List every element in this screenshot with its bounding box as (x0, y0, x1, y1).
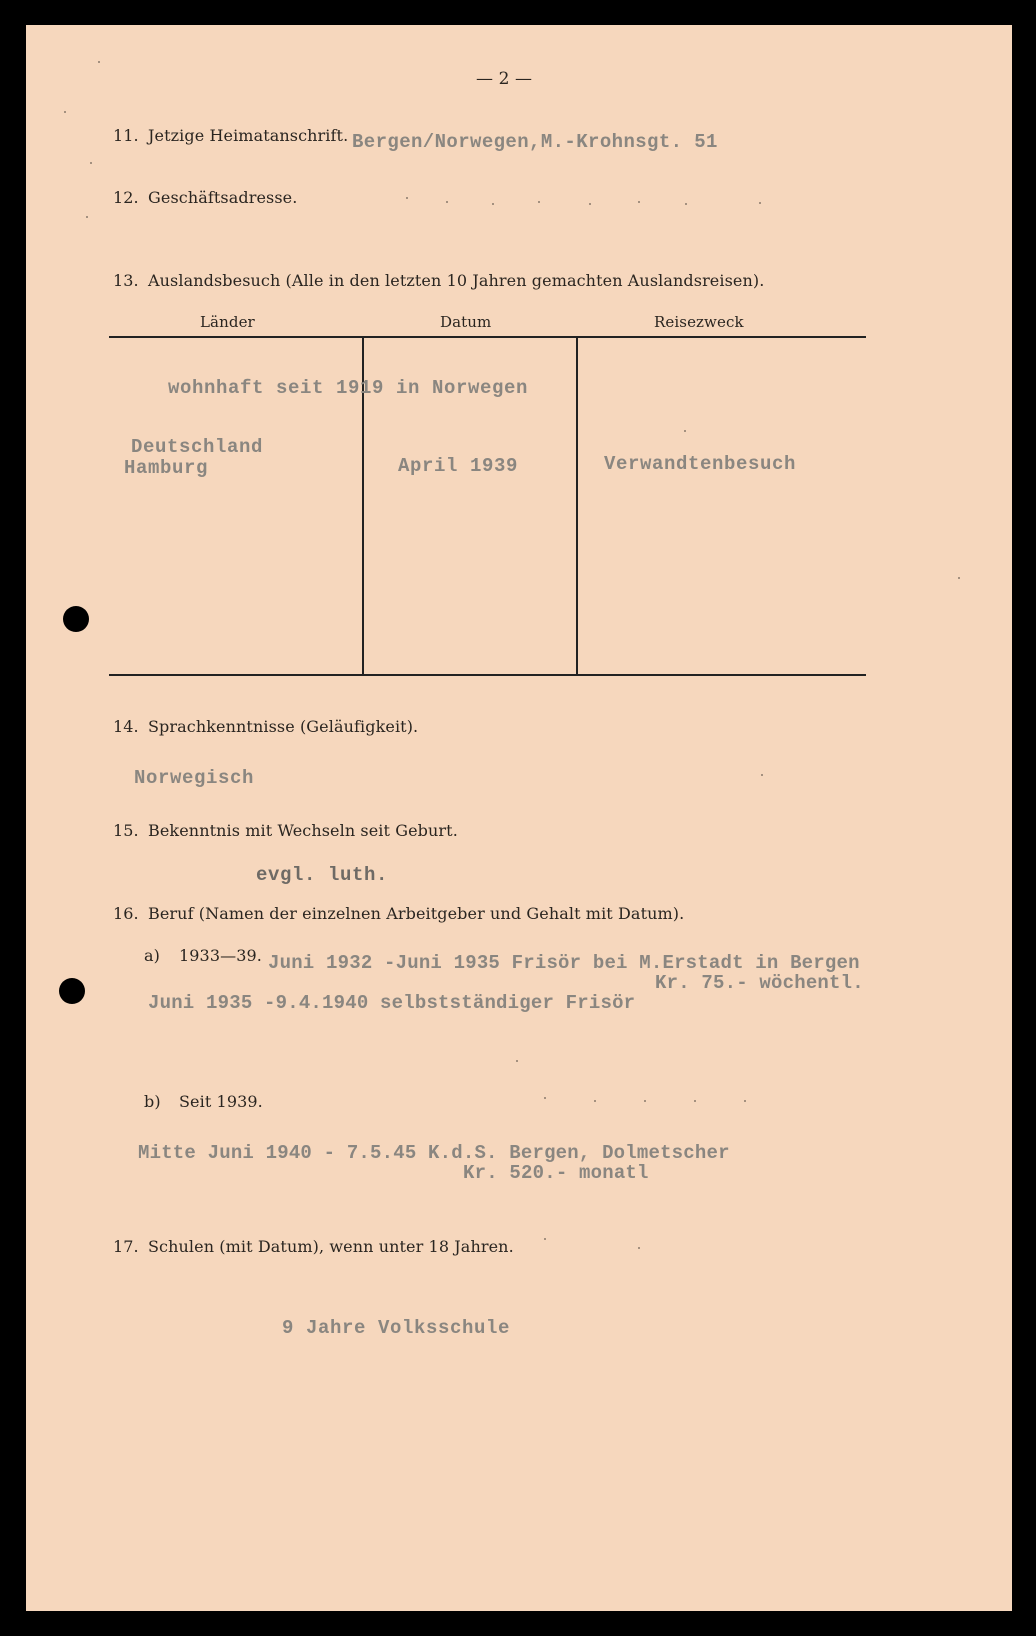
item-17-label: Schulen (mit Datum), wenn unter 18 Jahren. (148, 1237, 514, 1256)
employment-a-line-2: Kr. 75.- wöchentl. (655, 972, 864, 994)
paper-speck (90, 162, 92, 164)
item-16-label: Beruf (Namen der einzelnen Arbeitgeber und Gehalt mit Datum). (148, 904, 685, 923)
item-16b-period: Seit 1939. (179, 1092, 263, 1111)
paper-speck (761, 774, 763, 776)
languages-value: Norwegisch (134, 767, 255, 789)
religion-value: evgl. luth. (256, 864, 389, 886)
paper-speck (638, 1247, 640, 1249)
paper-speck (86, 216, 88, 218)
employment-a-line-1: Juni 1932 -Juni 1935 Frisör bei M.Erstadt in Bergen (268, 952, 860, 974)
paper-speck (516, 1060, 518, 1062)
paper-speck (638, 201, 640, 203)
paper-speck (594, 1100, 596, 1102)
page-number: — 2 — (476, 69, 533, 89)
employment-a-line-3: Juni 1935 -9.4.1940 selbstständiger Frisör (148, 992, 636, 1014)
paper-speck (958, 577, 960, 579)
employment-b-line-1: Mitte Juni 1940 - 7.5.45 K.d.S. Bergen, Dolmetscher (138, 1142, 730, 1164)
column-header-countries: Länder (200, 313, 255, 331)
paper-speck (744, 1100, 746, 1102)
item-13-number: 13. (113, 271, 139, 290)
paper-speck (684, 430, 686, 432)
item-17-number: 17. (113, 1237, 139, 1256)
item-15-label: Bekenntnis mit Wechseln seit Geburt. (148, 821, 458, 840)
residence-note: wohnhaft seit 1919 in Norwegen (168, 377, 529, 399)
item-16a-period: 1933—39. (179, 946, 262, 965)
paper-speck (589, 203, 591, 205)
table-top-rule (109, 336, 866, 338)
paper-speck (64, 111, 66, 113)
schools-value: 9 Jahre Volksschule (282, 1317, 511, 1339)
home-address-value: Bergen/Norwegen,M.-Krohnsgt. 51 (352, 131, 718, 153)
document-page (26, 25, 1012, 1611)
column-header-purpose: Reisezweck (654, 313, 744, 331)
punch-hole-bottom (59, 978, 85, 1004)
item-16a-label: a) (144, 946, 160, 965)
paper-speck (694, 1100, 696, 1102)
paper-speck (644, 1100, 646, 1102)
travel-city: Hamburg (124, 457, 209, 479)
paper-speck (492, 203, 494, 205)
item-12-label: Geschäftsadresse. (148, 188, 298, 207)
paper-speck (538, 201, 540, 203)
punch-hole-top (63, 606, 89, 632)
travel-purpose: Verwandtenbesuch (604, 453, 797, 475)
item-13-label: Auslandsbesuch (Alle in den letzten 10 Jahren gemachten Auslandsreisen). (148, 271, 765, 290)
travel-country: Deutschland (131, 436, 264, 458)
paper-speck (544, 1238, 546, 1240)
item-14-number: 14. (113, 717, 139, 736)
item-14-label: Sprachkenntnisse (Geläufigkeit). (148, 717, 419, 736)
item-11-label: Jetzige Heimatanschrift. (148, 126, 349, 145)
paper-speck (98, 61, 100, 63)
paper-speck (759, 202, 761, 204)
paper-speck (406, 197, 408, 199)
paper-speck (685, 203, 687, 205)
item-15-number: 15. (113, 821, 139, 840)
table-column-divider-2 (576, 338, 578, 674)
item-11-number: 11. (113, 126, 139, 145)
item-12-number: 12. (113, 188, 139, 207)
item-16-number: 16. (113, 904, 139, 923)
travel-date: April 1939 (398, 455, 519, 477)
column-header-date: Datum (440, 313, 492, 331)
paper-speck (446, 201, 448, 203)
item-16b-label: b) (144, 1092, 161, 1111)
table-bottom-rule (109, 674, 866, 676)
employment-b-line-2: Kr. 520.- monatl (463, 1162, 649, 1184)
paper-speck (544, 1097, 546, 1099)
